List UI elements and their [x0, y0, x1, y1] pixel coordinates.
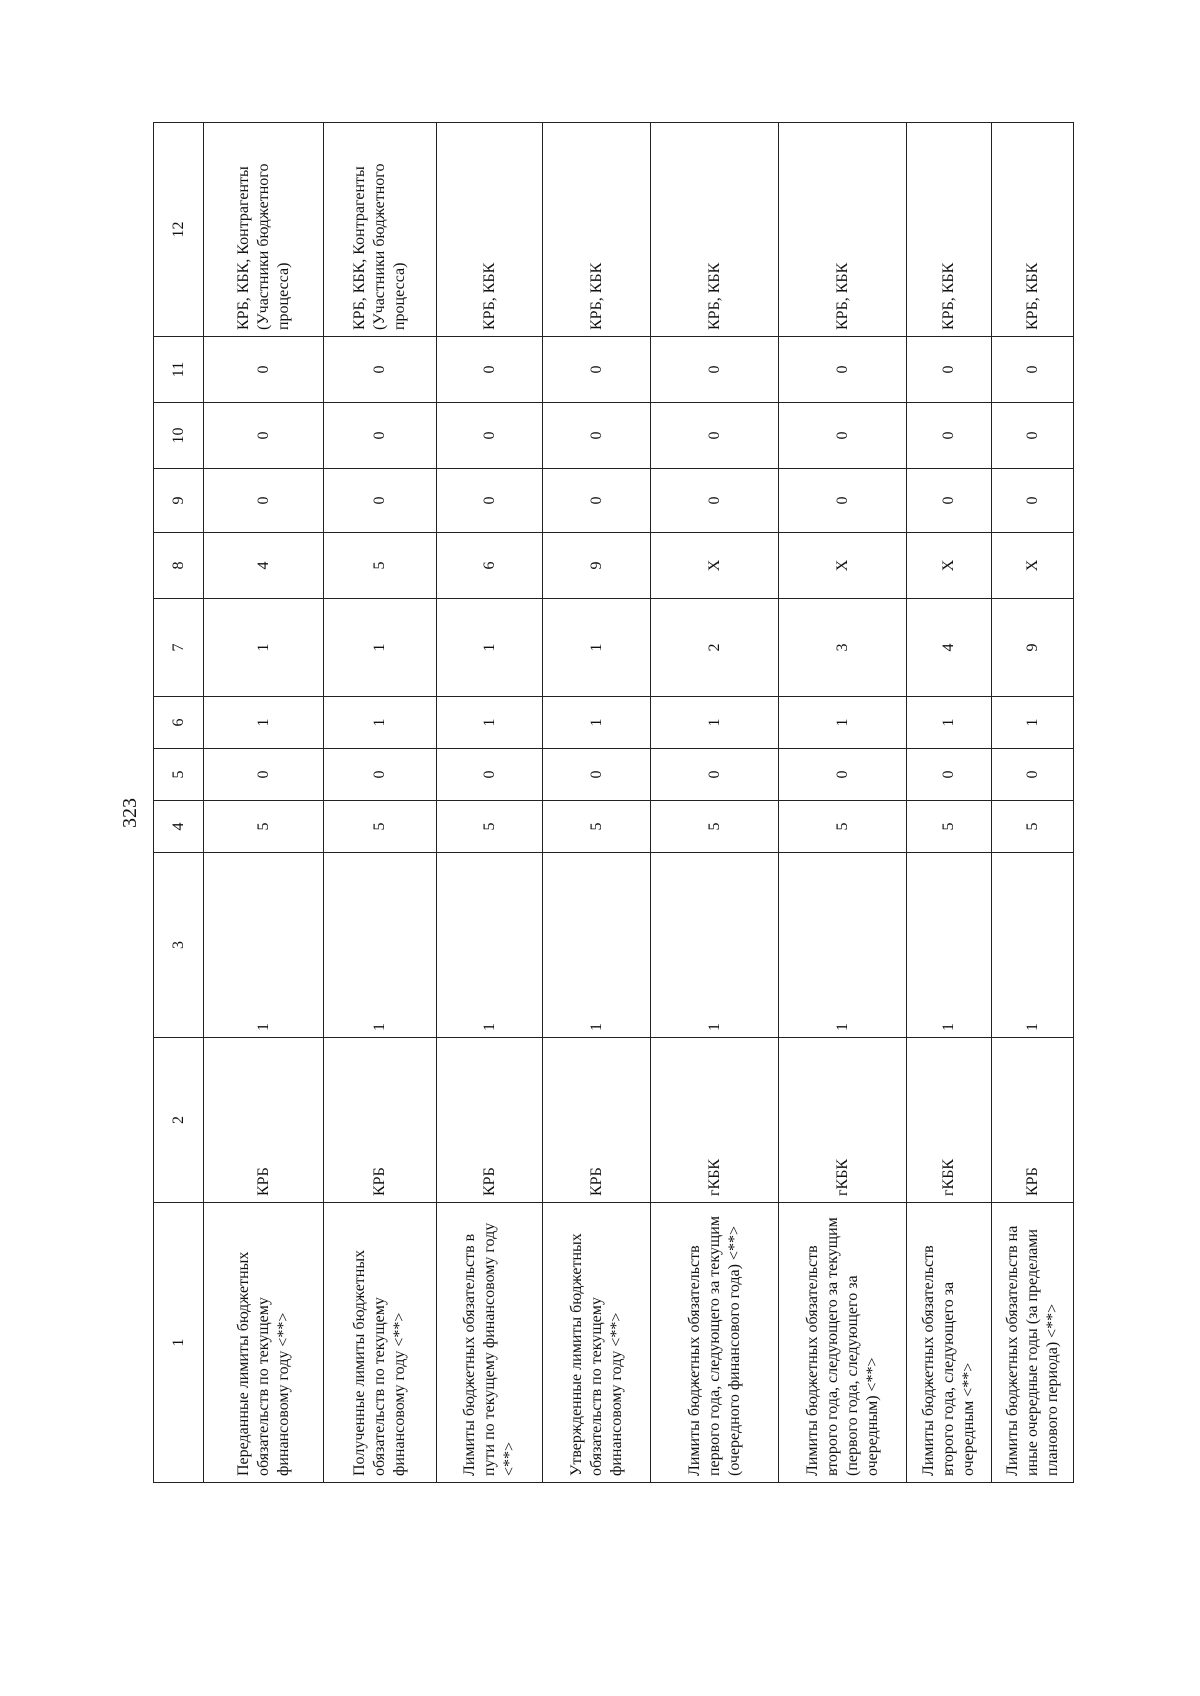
- table-row: [651, 123, 779, 1483]
- table-row: [204, 123, 324, 1483]
- cell-c6: 1: [651, 697, 779, 749]
- cell-c5: 0: [204, 749, 324, 801]
- cell-c12: КРБ, КБК: [437, 123, 543, 337]
- cell-c2: гКБК: [651, 1038, 779, 1203]
- cell-c2: гКБК: [907, 1038, 992, 1203]
- cell-c4: 5: [907, 801, 992, 853]
- cell-c2: КРБ: [543, 1038, 651, 1203]
- col-header-10: 10: [154, 403, 204, 469]
- cell-c2: КРБ: [204, 1038, 324, 1203]
- cell-c3: 1: [204, 853, 324, 1038]
- cell-c4: 5: [204, 801, 324, 853]
- table-row: [324, 123, 437, 1483]
- cell-description: Полученные лимиты бюджетных обязательств по текущему финансовому году <**>: [324, 1203, 437, 1483]
- cell-c10: 0: [543, 403, 651, 469]
- cell-c8: 5: [324, 533, 437, 599]
- col-header-12: 12: [154, 123, 204, 337]
- cell-c7: 1: [437, 599, 543, 697]
- cell-c9: 0: [324, 469, 437, 533]
- cell-c3: 1: [779, 853, 907, 1038]
- cell-c3: 1: [324, 853, 437, 1038]
- cell-c10: 0: [437, 403, 543, 469]
- col-header-11: 11: [154, 337, 204, 403]
- cell-c8: X: [651, 533, 779, 599]
- cell-c7: 1: [543, 599, 651, 697]
- cell-c8: 4: [204, 533, 324, 599]
- cell-c11: 0: [779, 337, 907, 403]
- cell-c7: 3: [779, 599, 907, 697]
- cell-description: Переданные лимиты бюджетных обязательств по текущему финансовому году <**>: [204, 1203, 324, 1483]
- table-row: [779, 123, 907, 1483]
- cell-c2: гКБК: [779, 1038, 907, 1203]
- cell-c9: 0: [992, 469, 1074, 533]
- cell-c7: 1: [324, 599, 437, 697]
- header-row: [154, 123, 204, 1483]
- cell-c9: 0: [651, 469, 779, 533]
- cell-c6: 1: [437, 697, 543, 749]
- cell-description: Утвержденные лимиты бюджетных обязательств по текущему финансовому году <**>: [543, 1203, 651, 1483]
- cell-c4: 5: [651, 801, 779, 853]
- cell-c2: КРБ: [437, 1038, 543, 1203]
- cell-c3: 1: [992, 853, 1074, 1038]
- cell-c6: 1: [907, 697, 992, 749]
- cell-description: Лимиты бюджетных обязательств на иные очередные годы (за пределами планового периода) <**>: [992, 1203, 1074, 1483]
- col-header-1: 1: [154, 1203, 204, 1483]
- cell-c9: 0: [779, 469, 907, 533]
- cell-c9: 0: [543, 469, 651, 533]
- cell-c10: 0: [779, 403, 907, 469]
- cell-c12: КРБ, КБК, Контрагенты (Участники бюджетного процесса): [204, 123, 324, 337]
- cell-c11: 0: [992, 337, 1074, 403]
- col-header-9: 9: [154, 469, 204, 533]
- cell-c10: 0: [651, 403, 779, 469]
- cell-c11: 0: [651, 337, 779, 403]
- cell-c4: 5: [779, 801, 907, 853]
- cell-c6: 1: [992, 697, 1074, 749]
- cell-c4: 5: [437, 801, 543, 853]
- cell-c6: 1: [543, 697, 651, 749]
- cell-c5: 0: [907, 749, 992, 801]
- rotated-table-container: [153, 123, 1073, 1483]
- cell-c10: 0: [324, 403, 437, 469]
- cell-c4: 5: [992, 801, 1074, 853]
- cell-c7: 2: [651, 599, 779, 697]
- cell-c11: 0: [324, 337, 437, 403]
- table-row: [992, 123, 1074, 1483]
- cell-c9: 0: [907, 469, 992, 533]
- cell-c12: КРБ, КБК: [992, 123, 1074, 337]
- cell-c7: 4: [907, 599, 992, 697]
- cell-c3: 1: [907, 853, 992, 1038]
- cell-c6: 1: [204, 697, 324, 749]
- cell-c7: 1: [204, 599, 324, 697]
- cell-description: Лимиты бюджетных обязательств первого года, следующего за текущим (очередного финансового года) <**>: [651, 1203, 779, 1483]
- account-structure-table: [153, 122, 1074, 1483]
- col-header-4: 4: [154, 801, 204, 853]
- cell-c5: 0: [324, 749, 437, 801]
- col-header-7: 7: [154, 599, 204, 697]
- cell-c9: 0: [437, 469, 543, 533]
- cell-description: Лимиты бюджетных обязательств второго года, следующего за текущим (первого года, следующего за очередным) <**>: [779, 1203, 907, 1483]
- cell-c8: 6: [437, 533, 543, 599]
- cell-c3: 1: [543, 853, 651, 1038]
- cell-c4: 5: [543, 801, 651, 853]
- cell-c12: КРБ, КБК: [779, 123, 907, 337]
- cell-c3: 1: [651, 853, 779, 1038]
- col-header-3: 3: [154, 853, 204, 1038]
- cell-c2: КРБ: [992, 1038, 1074, 1203]
- cell-c8: X: [779, 533, 907, 599]
- cell-c5: 0: [437, 749, 543, 801]
- cell-description: Лимиты бюджетных обязательств второго года, следующего за очередным <**>: [907, 1203, 992, 1483]
- table-row: [543, 123, 651, 1483]
- cell-c7: 9: [992, 599, 1074, 697]
- cell-c5: 0: [651, 749, 779, 801]
- cell-c12: КРБ, КБК: [651, 123, 779, 337]
- col-header-2: 2: [154, 1038, 204, 1203]
- cell-c12: КРБ, КБК: [543, 123, 651, 337]
- cell-c10: 0: [204, 403, 324, 469]
- cell-c10: 0: [907, 403, 992, 469]
- cell-c11: 0: [907, 337, 992, 403]
- col-header-8: 8: [154, 533, 204, 599]
- cell-c12: КРБ, КБК, Контрагенты (Участники бюджетного процесса): [324, 123, 437, 337]
- cell-c5: 0: [779, 749, 907, 801]
- col-header-5: 5: [154, 749, 204, 801]
- cell-c10: 0: [992, 403, 1074, 469]
- cell-c11: 0: [543, 337, 651, 403]
- table-row: [437, 123, 543, 1483]
- cell-c5: 0: [543, 749, 651, 801]
- cell-c6: 1: [779, 697, 907, 749]
- cell-c2: КРБ: [324, 1038, 437, 1203]
- cell-c4: 5: [324, 801, 437, 853]
- cell-c11: 0: [437, 337, 543, 403]
- cell-c12: КРБ, КБК: [907, 123, 992, 337]
- cell-description: Лимиты бюджетных обязательств в пути по текущему финансовому году <**>: [437, 1203, 543, 1483]
- page-number: 323: [119, 798, 141, 828]
- cell-c3: 1: [437, 853, 543, 1038]
- cell-c6: 1: [324, 697, 437, 749]
- cell-c9: 0: [204, 469, 324, 533]
- cell-c5: 0: [992, 749, 1074, 801]
- cell-c8: X: [907, 533, 992, 599]
- cell-c8: 9: [543, 533, 651, 599]
- table-row: [907, 123, 992, 1483]
- cell-c11: 0: [204, 337, 324, 403]
- col-header-6: 6: [154, 697, 204, 749]
- cell-c8: X: [992, 533, 1074, 599]
